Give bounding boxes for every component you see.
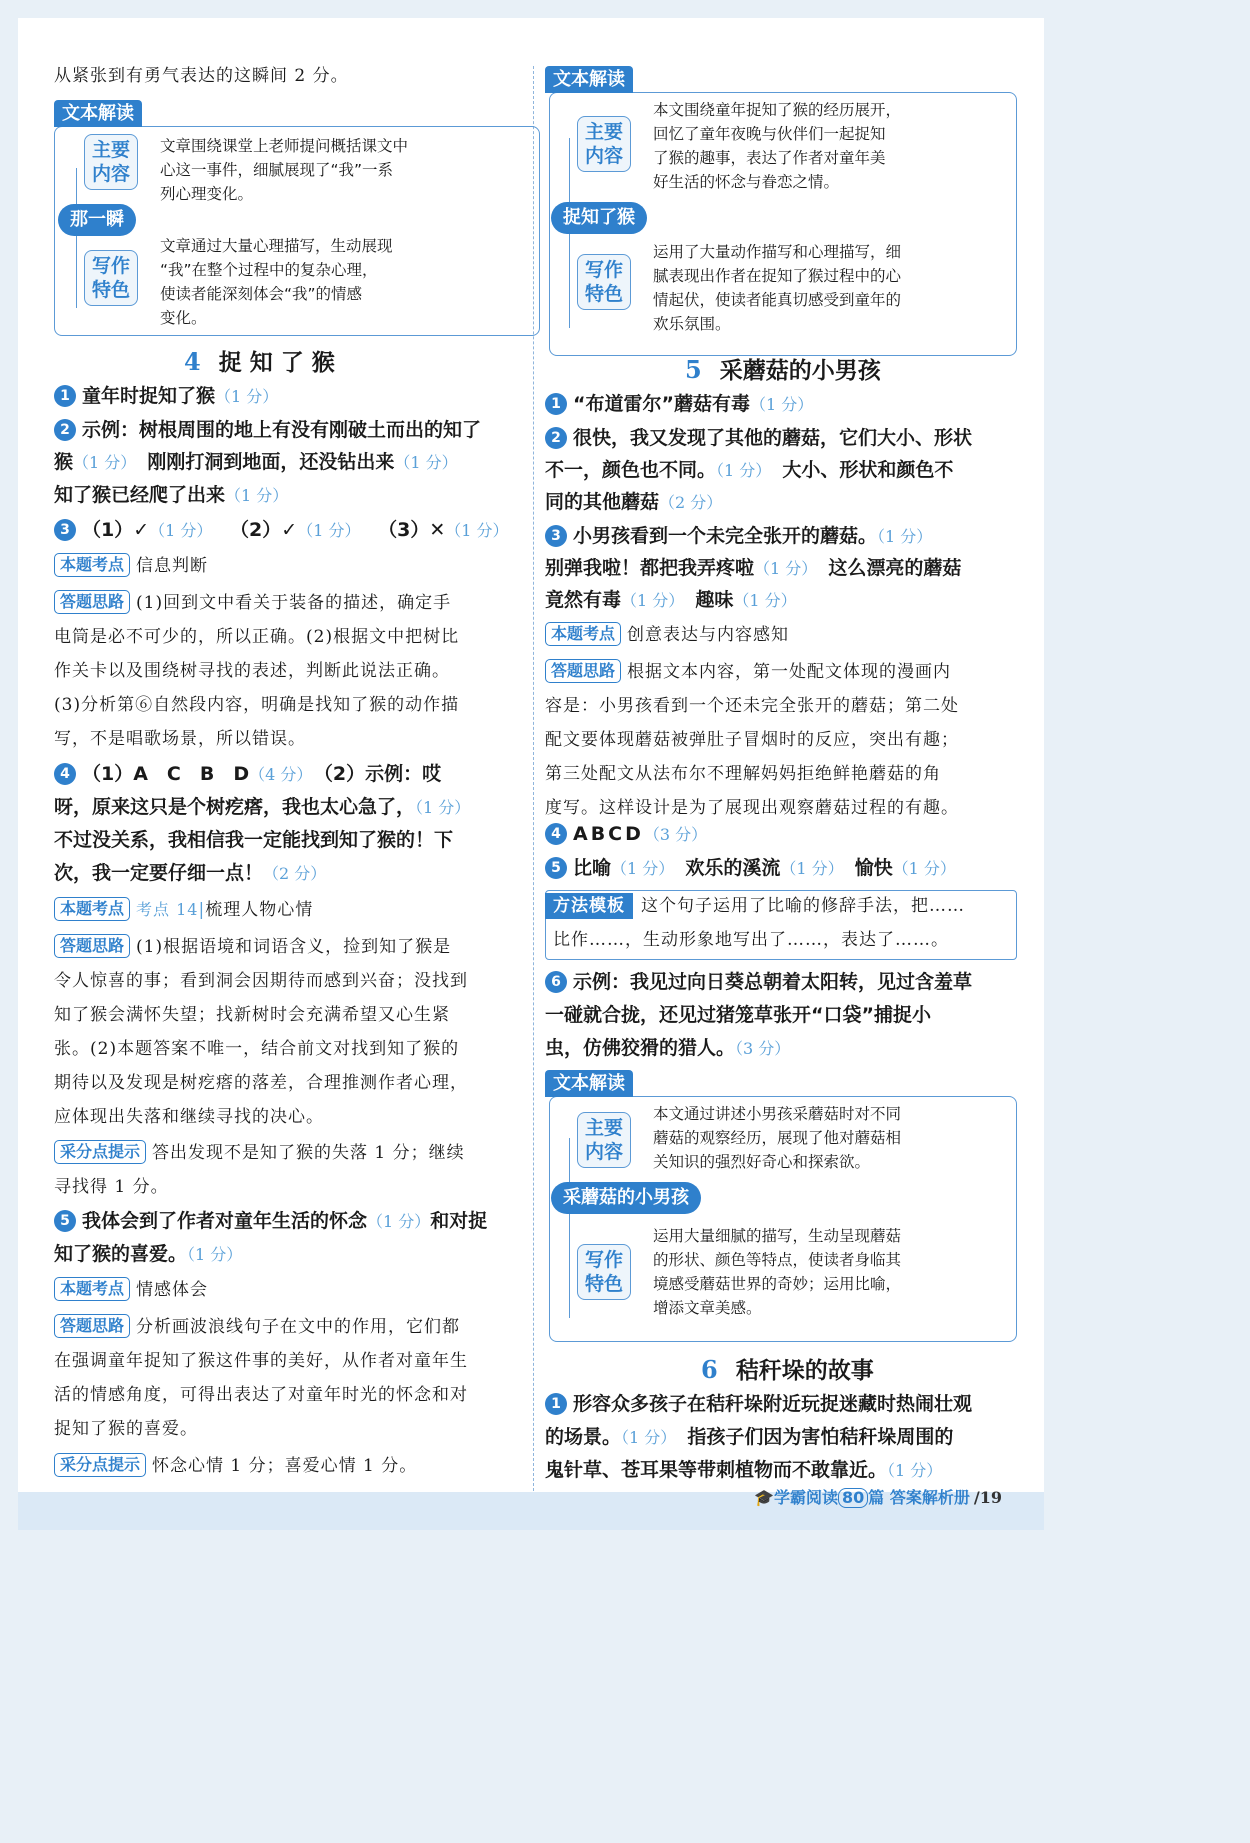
answer-2-line: 同的其他蘑菇（2 分） xyxy=(545,491,723,513)
box-side-writing-feature xyxy=(577,254,631,310)
score: （1 分） xyxy=(225,486,289,505)
box-text-line: 回忆了童年夜晚与伙伴们一起捉知 xyxy=(653,125,886,143)
box-text-line: 了猴的趣事，表达了作者对童年美 xyxy=(653,149,886,167)
answer-1: 1 “布道雷尔”蘑菇有毒（1 分） xyxy=(545,390,813,419)
section-number: 6 xyxy=(701,1355,718,1384)
silu-4: 答题思路 (1)根据语境和词语含义，捡到知了猴是 xyxy=(54,933,451,961)
footer-brand: 学霸阅读 xyxy=(774,1488,839,1507)
question-number-icon: 4 xyxy=(545,823,567,845)
section-title-text: 采蘑菇的小男孩 xyxy=(719,357,881,384)
question-number-icon: 4 xyxy=(54,763,76,785)
answer-4-line: 不过没关系，我相信我一定能找到知了猴的！下 xyxy=(54,829,454,851)
box-side-main-content xyxy=(577,1112,631,1168)
silu-3: 答题思路 (1)回到文中看关于装备的描述，确定手 xyxy=(54,589,451,617)
section-title-text: 捉 知 了 猴 xyxy=(218,349,335,376)
box-text-line: 本文通过讲述小男孩采蘑菇时对不同 xyxy=(653,1105,902,1123)
box-side-label: 写作 特色 xyxy=(91,255,130,301)
answer-1: 1 形容众多孩子在秸秆垛附近玩捉迷藏时热闹壮观 xyxy=(545,1390,972,1418)
question-number-icon: 5 xyxy=(545,857,567,879)
kaodian-3: 本题考点 信息判断 xyxy=(54,552,208,580)
section-title-4 xyxy=(184,344,335,377)
box-text-line: 运用了大量动作描写和心理描写，细 xyxy=(653,243,902,261)
silu-line: 在强调童年捉知了猴这件事的美好，从作者对童年生 xyxy=(54,1351,468,1371)
silu-line: 令人惊喜的事；看到洞会因期待而感到兴奋；没找到 xyxy=(54,971,468,991)
silu-line: 活的情感角度，可得出表达了对童年时光的怀念和对 xyxy=(54,1385,468,1405)
method-template-tag: 方法模板 xyxy=(545,893,633,919)
answer-6: 6 示例：我见过向日葵总朝着太阳转，见过含羞草 xyxy=(545,968,972,996)
box-text-1 xyxy=(160,134,408,206)
kaodian-3: 本题考点 创意表达与内容感知 xyxy=(545,621,789,649)
answer-6-line: 一碰就合拢，还见过猪笼草张开“口袋”捕捉小 xyxy=(545,1004,931,1026)
answer-3-line: 别弹我啦！都把我弄疼啦（1 分） 这么漂亮的蘑菇 xyxy=(545,557,962,579)
silu-line: 期待以及发现是树疙瘩的落差，合理推测作者心理， xyxy=(54,1073,468,1093)
box-side-label: 主要 内容 xyxy=(91,139,130,185)
question-number-icon: 6 xyxy=(545,971,567,993)
section-number: 5 xyxy=(685,355,702,384)
question-number-icon: 1 xyxy=(54,385,76,407)
box-text-line: 增添文章美感。 xyxy=(653,1299,762,1317)
box-pill-title: 采蘑菇的小男孩 xyxy=(551,1182,701,1214)
box-text-line: 的形状、颜色等特点，使读者身临其 xyxy=(653,1251,902,1269)
silu-line: 应体现出失落和继续寻找的决心。 xyxy=(54,1107,324,1127)
answer-2-line: 猴（1 分） 刚刚打洞到地面，还没钻出来（1 分） xyxy=(54,451,458,473)
answer-2-line: 不一，颜色也不同。（1 分） 大小、形状和颜色不 xyxy=(545,459,954,481)
box-text-line: 关知识的强烈好奇心和探索欲。 xyxy=(653,1153,871,1171)
box-text-line: 境感受蘑菇世界的奇妙；运用比喻， xyxy=(653,1275,902,1293)
silu-line: 电筒是必不可少的，所以正确。(2)根据文中把树比 xyxy=(54,627,460,647)
tag-kaodian: 本题考点 xyxy=(54,553,130,577)
question-number-icon: 3 xyxy=(54,519,76,541)
tag-silu: 答题思路 xyxy=(54,590,130,614)
box-text-line: 列心理变化。 xyxy=(160,185,254,203)
box-text-line: 使读者能深刻体会“我”的情感 xyxy=(160,285,363,303)
caifen-line: 寻找得 1 分。 xyxy=(54,1177,169,1197)
top-left-line: 从紧张到有勇气表达的这瞬间 2 分。 xyxy=(54,66,349,86)
box-text-line: 本文围绕童年捉知了猴的经历展开， xyxy=(653,101,902,119)
section-title-text: 秸秆垛的故事 xyxy=(735,1357,874,1384)
graduation-cap-icon: 🎓 xyxy=(754,1488,774,1507)
question-number-icon: 2 xyxy=(54,419,76,441)
answer-5: 5 比喻（1 分） 欢乐的溪流（1 分） 愉快（1 分） xyxy=(545,854,956,883)
box-text-line: 心这一事件，细腻展现了“我”一系 xyxy=(160,161,394,179)
silu-line: 第三处配文从法布尔不理解妈妈拒绝鲜艳蘑菇的角 xyxy=(545,764,941,784)
question-number-icon: 1 xyxy=(545,1393,567,1415)
silu-line: 知了猴会满怀失望；找新树时会充满希望又心生紧 xyxy=(54,1005,450,1025)
box-pill-title: 那一瞬 xyxy=(58,204,136,236)
answer-3-line: 竟然有毒（1 分） 趣味（1 分） xyxy=(545,589,797,611)
question-number-icon: 2 xyxy=(545,427,567,449)
answer-4-line: 呀，原来这只是个树疙瘩，我也太心急了，（1 分） xyxy=(54,796,471,818)
silu-line: 张。(2)本题答案不唯一，结合前文对找到知了猴的 xyxy=(54,1039,460,1059)
answer-1-line: 的场景。（1 分） 指孩子们因为害怕秸秆垛周围的 xyxy=(545,1426,954,1448)
box-text-line: 运用大量细腻的描写，生动呈现蘑菇 xyxy=(653,1227,902,1245)
box-side-writing-feature xyxy=(84,250,138,306)
page-footer: 🎓学霸阅读 80 篇 答案解析册 /19 xyxy=(754,1488,1002,1507)
box-header: 文本解读 xyxy=(545,1070,633,1097)
box-side-writing-feature xyxy=(577,1244,631,1300)
method-template-line: 方法模板 这个句子运用了比喻的修辞手法，把…… xyxy=(545,892,965,920)
box-text-2 xyxy=(653,1224,901,1320)
silu-line: (3)分析第⑥自然段内容，明确是找知了猴的动作描 xyxy=(54,695,460,715)
silu-line: 作关卡以及围绕树寻找的表述，判断此说法正确。 xyxy=(54,661,450,681)
box-side-label: 主要 内容 xyxy=(584,1117,623,1163)
section-title-5 xyxy=(685,352,881,385)
answer-2: 2 示例：树根周围的地上有没有刚破土而出的知了 xyxy=(54,416,481,444)
answer-3: 3 （1）✓（1 分） （2）✓（1 分） （3）✕（1 分） xyxy=(54,516,509,545)
answer-5: 5 我体会到了作者对童年生活的怀念（1 分）和对捉 xyxy=(54,1207,487,1236)
section-title-6 xyxy=(701,1352,874,1385)
answer-4: 4 （1）A C B D（4 分） （2）示例：哎 xyxy=(54,760,441,789)
score: （1 分） xyxy=(394,453,458,472)
answer-5-line: 知了猴的喜爱。（1 分） xyxy=(54,1243,243,1265)
answer-2: 2 很快，我又发现了其他的蘑菇，它们大小、形状 xyxy=(545,424,972,452)
box-side-label: 写作 特色 xyxy=(584,259,623,305)
caifen-5: 采分点提示 怀念心情 1 分；喜爱心情 1 分。 xyxy=(54,1452,417,1480)
kaodian-5: 本题考点 情感体会 xyxy=(54,1276,208,1304)
box-text-line: “我”在整个过程中的复杂心理， xyxy=(160,261,378,279)
box-text-line: 欢乐氛围。 xyxy=(653,315,731,333)
box-text-2 xyxy=(653,240,901,336)
box-header: 文本解读 xyxy=(54,100,142,127)
box-side-main-content xyxy=(84,134,138,190)
silu-line: 捉知了猴的喜爱。 xyxy=(54,1419,198,1439)
silu-5: 答题思路 分析画波浪线句子在文中的作用，它们都 xyxy=(54,1313,460,1341)
silu-line: 容是：小男孩看到一个还未完全张开的蘑菇；第二处 xyxy=(545,696,959,716)
answer-1: 1 童年时捉知了猴（1 分） xyxy=(54,382,278,411)
footer-book: 答案解析册 xyxy=(889,1488,970,1507)
box-text-line: 变化。 xyxy=(160,309,207,327)
question-number-icon: 3 xyxy=(545,525,567,547)
answer-6-line: 虫，仿佛狡猾的猎人。（3 分） xyxy=(545,1037,791,1059)
box-header: 文本解读 xyxy=(545,66,633,93)
silu-3: 答题思路 根据文本内容，第一处配文体现的漫画内 xyxy=(545,658,951,686)
answer-4: 4 ABCD（3 分） xyxy=(545,820,707,849)
box-connector xyxy=(569,1138,570,1318)
score: （1 分） xyxy=(215,387,279,406)
kaodian-4: 本题考点 考点 14|梳理人物心情 xyxy=(54,896,313,924)
page-number: /19 xyxy=(973,1488,1002,1507)
question-number-icon: 5 xyxy=(54,1210,76,1232)
box-text-1 xyxy=(653,1102,901,1174)
box-text-1 xyxy=(653,98,901,194)
box-text-line: 文章通过大量心理描写，生动展现 xyxy=(160,237,393,255)
box-pill-title: 捉知了猴 xyxy=(551,202,647,234)
answer-4-line: 次，我一定要仔细一点！（2 分） xyxy=(54,862,327,884)
box-side-label: 主要 内容 xyxy=(584,121,623,167)
answer-1-line: 鬼针草、苍耳果等带刺植物而不敢靠近。（1 分） xyxy=(545,1459,943,1481)
box-text-2 xyxy=(160,234,393,330)
box-side-label: 写作 特色 xyxy=(584,1249,623,1295)
answer-3: 3 小男孩看到一个未完全张开的蘑菇。（1 分） xyxy=(545,522,932,551)
box-text-line: 腻表现出作者在捉知了猴过程中的心 xyxy=(653,267,902,285)
box-side-main-content xyxy=(577,116,631,172)
page-sheet xyxy=(18,18,1044,1530)
silu-line: 写，不是唱歌场景，所以错误。 xyxy=(54,729,306,749)
box-text-line: 情起伏，使读者能真切感受到童年的 xyxy=(653,291,902,309)
box-text-line: 好生活的怀念与眷恋之情。 xyxy=(653,173,840,191)
box-connector xyxy=(76,168,77,308)
box-text-line: 蘑菇的观察经历，展现了他对蘑菇相 xyxy=(653,1129,902,1147)
question-number-icon: 1 xyxy=(545,393,567,415)
answer-2-line: 知了猴已经爬了出来（1 分） xyxy=(54,484,289,506)
caifen-4: 采分点提示 答出发现不是知了猴的失落 1 分；继续 xyxy=(54,1139,465,1167)
score: （1 分） xyxy=(73,453,129,472)
silu-line: 度写。这样设计是为了展现出观察蘑菇过程的有趣。 xyxy=(545,798,959,818)
silu-line: 配文要体现蘑菇被弹肚子冒烟时的反应，突出有趣； xyxy=(545,730,959,750)
box-text-line: 文章围绕课堂上老师提问概括课文中 xyxy=(160,137,409,155)
footer-80-badge: 80 xyxy=(838,1488,868,1508)
method-template-line: 比作……，生动形象地写出了……，表达了……。 xyxy=(553,930,949,950)
kaodian-ref: 考点 14 xyxy=(136,900,199,919)
section-number: 4 xyxy=(184,347,201,376)
